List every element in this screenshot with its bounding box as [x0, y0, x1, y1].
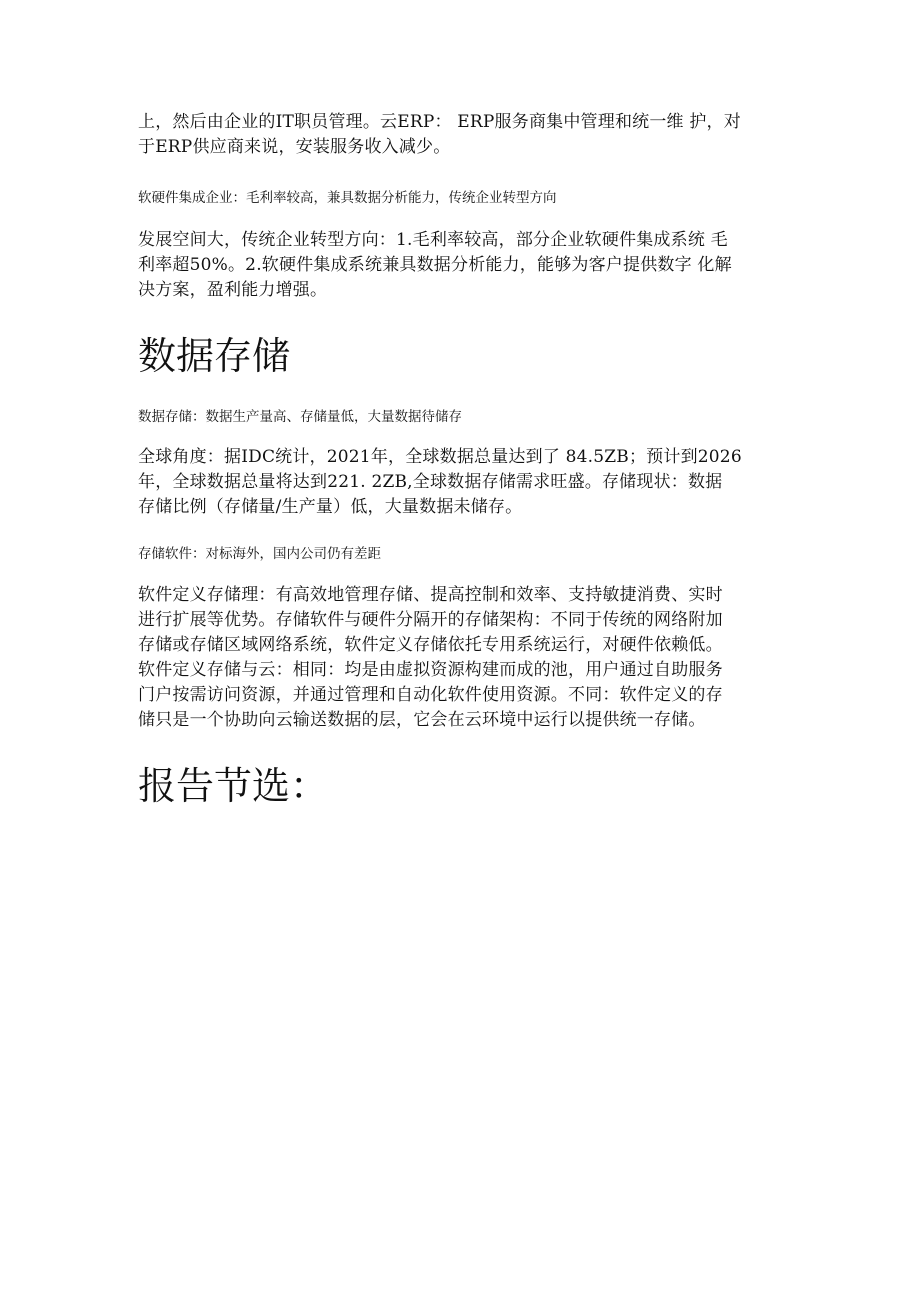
storage-software-paragraph — [138, 583, 778, 733]
report-excerpt-heading: 报告节选： — [138, 764, 329, 808]
storage-paragraph — [138, 445, 778, 520]
paragraph-line: 进行扩展等优势。存储软件与硬件分隔开的存储架构：不同于传统的网络附加 — [138, 610, 723, 630]
paragraph-line: 存储比例（存储量/生产量）低，大量数据未储存。 — [138, 497, 523, 517]
storage-heading: 数据存储 — [138, 334, 291, 378]
paragraph-line: 软件定义存储理：有高效地管理存储、提高控制和效率、支持敏捷消费、实时 — [138, 585, 723, 605]
document-body — [138, 110, 778, 809]
paragraph-line: 全球角度：据IDC统计，2021年，全球数据总量达到了 84.5ZB；预计到2026 — [138, 447, 742, 467]
paragraph-line: 决方案，盈利能力增强。 — [138, 280, 328, 300]
paragraph-line: 存储或存储区域网络系统，软件定义存储依托专用系统运行，对硬件依赖低。 — [138, 635, 723, 655]
paragraph-line: 储只是一个协助向云输送数据的层，它会在云环境中运行以提供统一存储。 — [138, 710, 706, 730]
paragraph-line: 上，然后由企业的IT职员管理。云ERP： ERP服务商集中管理和统一维 护，对 — [138, 112, 741, 132]
storage-software-subheading: 存储软件：对标海外，国内公司仍有差距 — [138, 546, 381, 562]
erp-paragraph — [138, 110, 778, 160]
paragraph-line: 利率超50%。2.软硬件集成系统兼具数据分析能力，能够为客户提供数字 化解 — [138, 255, 732, 275]
paragraph-line: 软件定义存储与云：相同：均是由虚拟资源构建而成的池，用户通过自助服务 — [138, 660, 723, 680]
paragraph-line: 年，全球数据总量将达到221. 2ZB,全球数据存储需求旺盛。存储现状：数据 — [138, 472, 723, 492]
paragraph-line: 门户按需访问资源，并通过管理和自动化软件使用资源。不同：软件定义的存 — [138, 685, 723, 705]
paragraph-line: 发展空间大，传统企业转型方向：1.毛利率较高，部分企业软硬件集成系统 毛 — [138, 230, 728, 250]
integration-paragraph — [138, 228, 778, 303]
integration-subheading: 软硬件集成企业：毛利率较高，兼具数据分析能力，传统企业转型方向 — [138, 190, 557, 206]
storage-subheading: 数据存储：数据生产量高、存储量低，大量数据待储存 — [138, 409, 462, 425]
paragraph-line: 于ERP供应商来说，安装服务收入减少。 — [138, 137, 451, 157]
